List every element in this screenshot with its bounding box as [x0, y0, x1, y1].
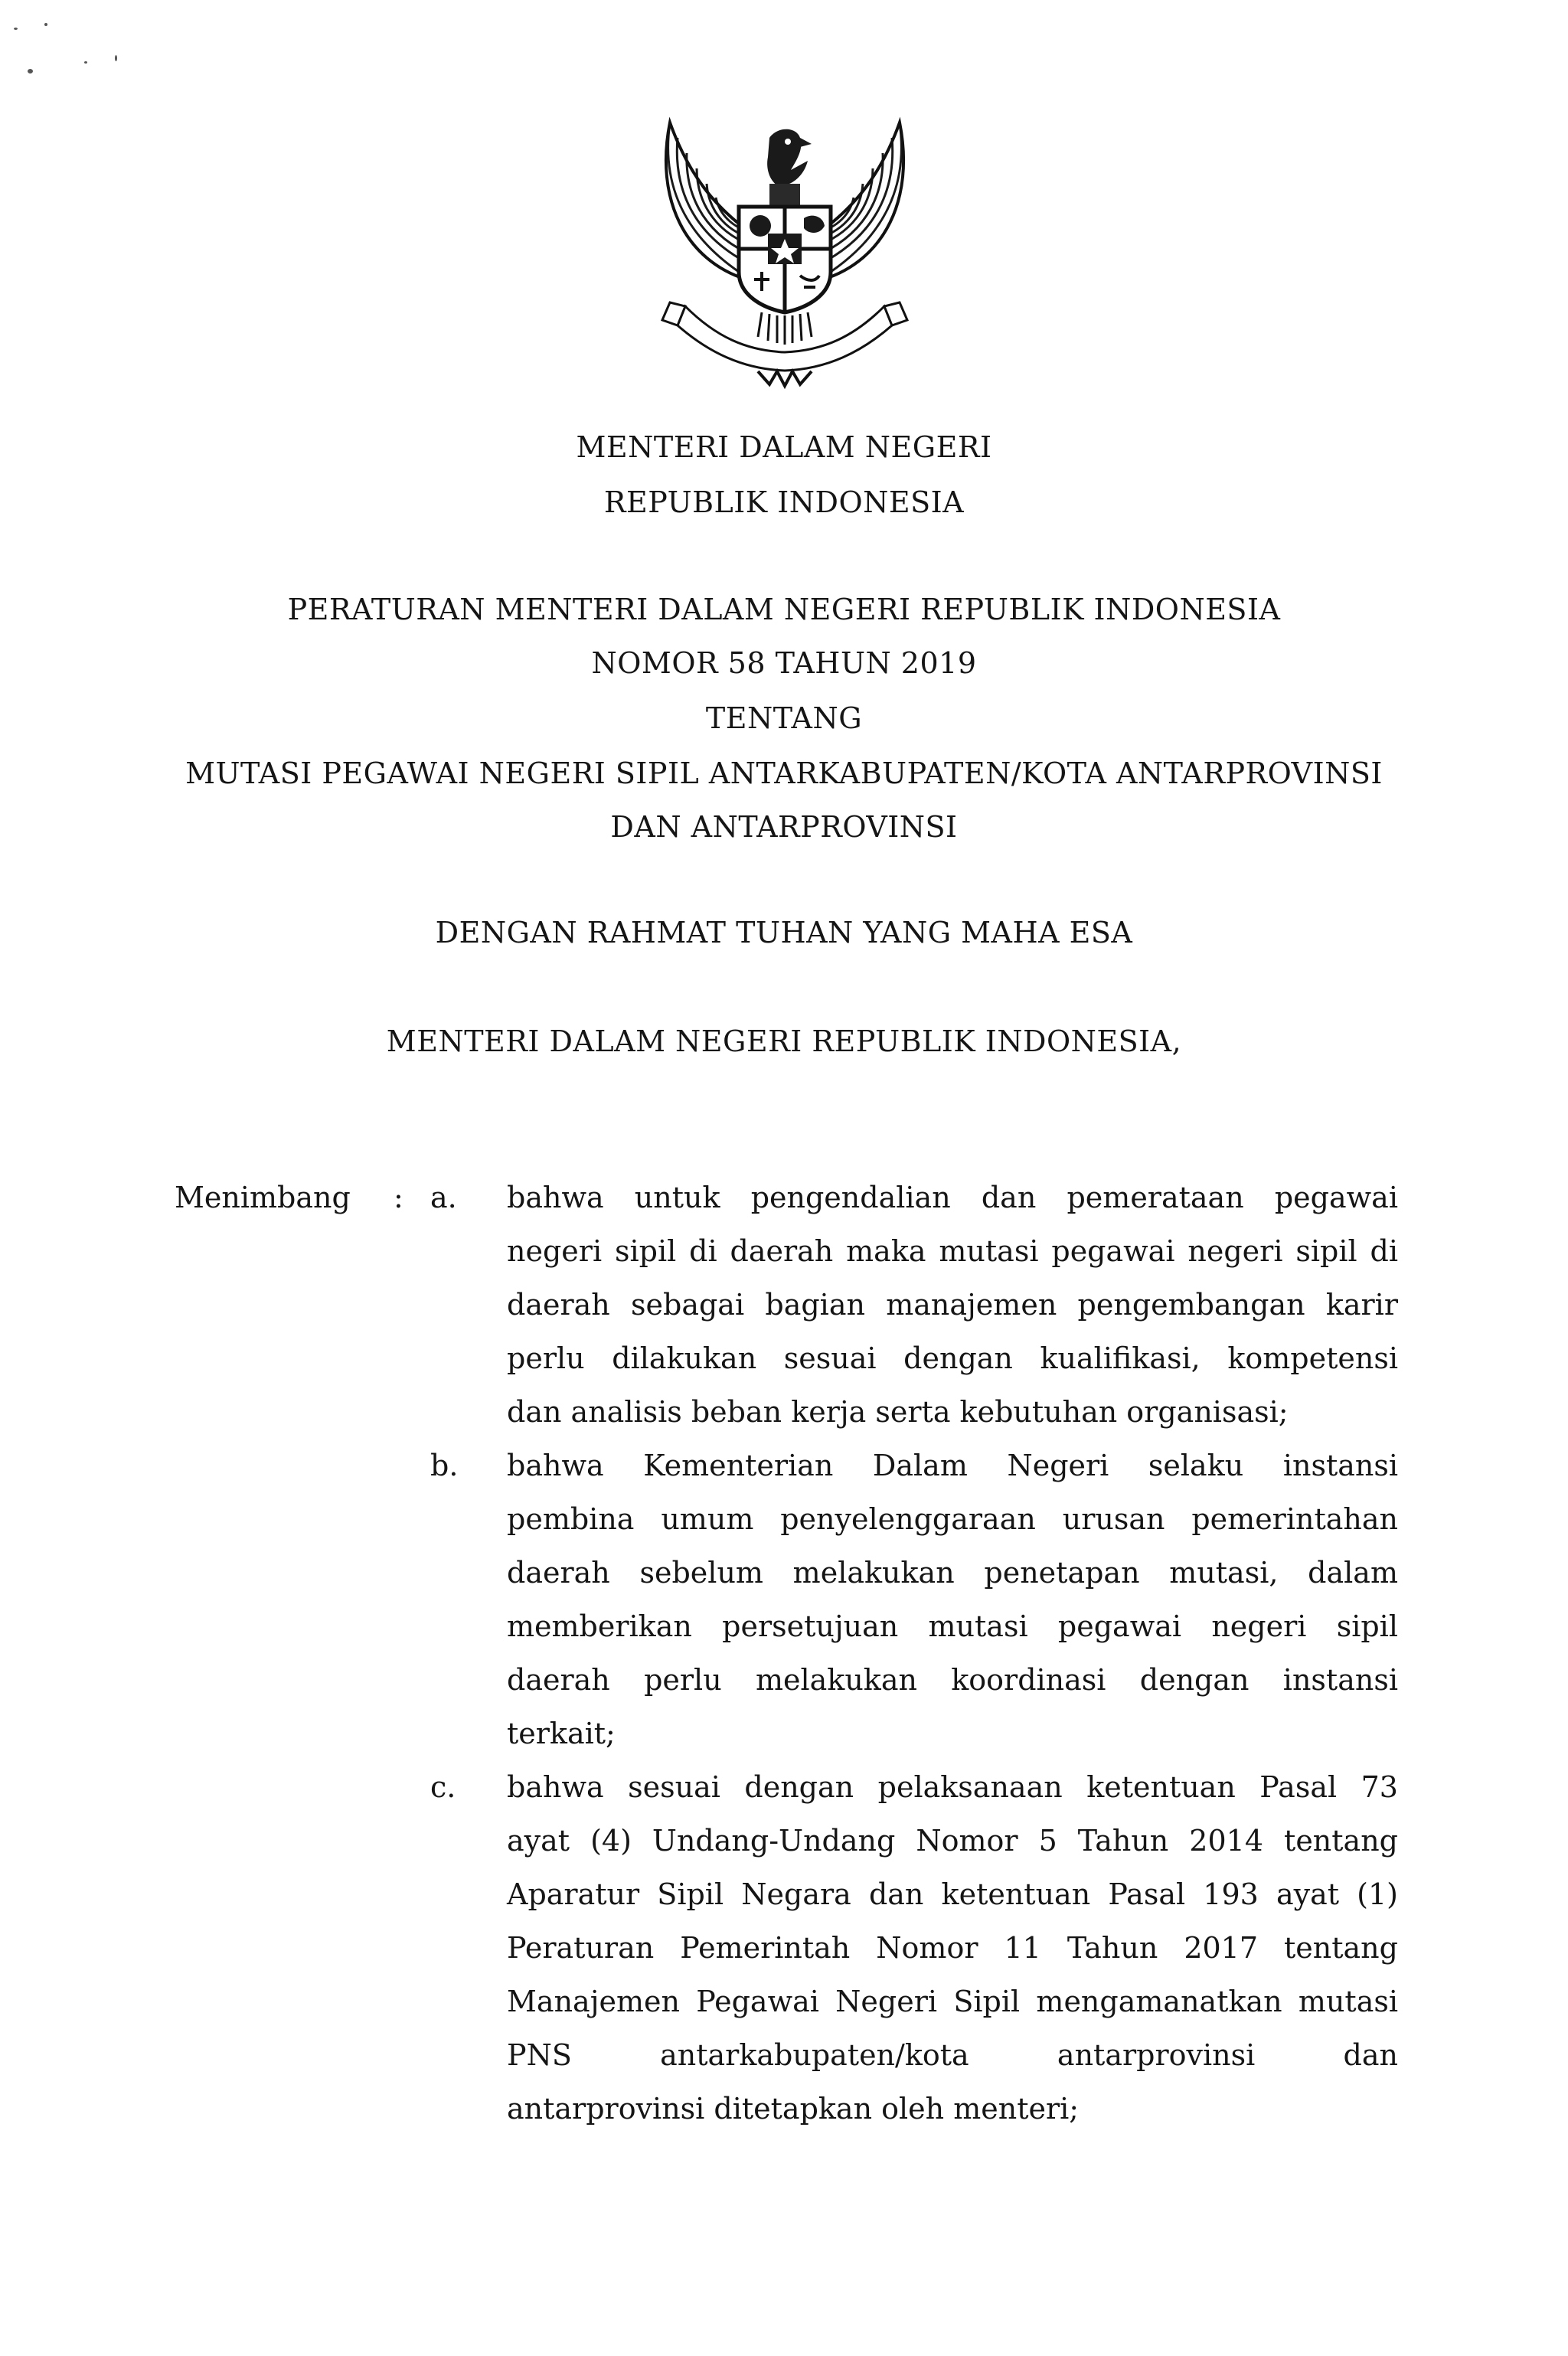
regulation-about: TENTANG — [705, 701, 863, 735]
item-c-line: antarprovinsi ditetapkan oleh menteri; — [507, 2092, 1080, 2126]
garuda-emblem-icon — [655, 107, 915, 390]
item-a-line: perlu dilakukan sesuai dengan kualifikasi, kompetensi — [507, 1341, 1398, 1375]
minister-title: MENTERI DALAM NEGERI — [576, 430, 992, 464]
item-b-line: bahwa Kementerian Dalam Negeri selaku instansi — [507, 1449, 1398, 1482]
item-c-line: Manajemen Pegawai Negeri Sipil mengamanatkan mutasi — [507, 1985, 1398, 2018]
regulation-number: NOMOR 58 TAHUN 2019 — [591, 646, 977, 680]
preamble-minister: MENTERI DALAM NEGERI REPUBLIK INDONESIA, — [386, 1024, 1182, 1058]
item-b-line: pembina umum penyelenggaraan urusan pemerintahan — [507, 1502, 1398, 1536]
item-b-line: memberikan persetujuan mutasi pegawai negeri sipil — [507, 1609, 1398, 1643]
considerations-label: Menimbang — [175, 1181, 351, 1214]
item-a-line: dan analisis beban kerja serta kebutuhan organisasi; — [507, 1395, 1289, 1429]
republic-title: REPUBLIK INDONESIA — [603, 485, 965, 519]
regulation-subject-line-2: DAN ANTARPROVINSI — [610, 810, 958, 844]
scan-speck — [115, 55, 117, 61]
regulation-subject-line-1: MUTASI PEGAWAI NEGERI SIPIL ANTARKABUPATEN/KOTA ANTARPROVINSI — [185, 756, 1383, 790]
scan-speck — [28, 69, 33, 74]
item-letter-c: c. — [430, 1770, 456, 1804]
item-a-line: daerah sebagai bagian manajemen pengembangan karir — [507, 1288, 1398, 1322]
scan-speck — [44, 23, 47, 26]
item-b-line: terkait; — [507, 1717, 616, 1750]
item-c-line: ayat (4) Undang-Undang Nomor 5 Tahun 2014 tentang — [507, 1824, 1398, 1858]
considerations-colon: : — [394, 1181, 403, 1214]
item-c-line: PNS antarkabupaten/kota antarprovinsi dan — [507, 2038, 1398, 2072]
item-letter-b: b. — [430, 1449, 459, 1482]
item-c-line: Aparatur Sipil Negara dan ketentuan Pasal 193 ayat (1) — [507, 1877, 1398, 1911]
scan-speck — [14, 28, 18, 30]
item-letter-a: a. — [430, 1181, 457, 1214]
preamble-invocation: DENGAN RAHMAT TUHAN YANG MAHA ESA — [435, 916, 1133, 949]
item-b-line: daerah perlu melakukan koordinasi dengan instansi — [507, 1663, 1398, 1697]
item-c-line: bahwa sesuai dengan pelaksanaan ketentuan Pasal 73 — [507, 1770, 1398, 1804]
regulation-title: PERATURAN MENTERI DALAM NEGERI REPUBLIK INDONESIA — [287, 593, 1281, 626]
scan-speck — [84, 61, 87, 64]
item-c-line: Peraturan Pemerintah Nomor 11 Tahun 2017 tentang — [507, 1931, 1398, 1965]
item-a-line: negeri sipil di daerah maka mutasi pegawai negeri sipil di — [507, 1234, 1398, 1268]
item-b-line: daerah sebelum melakukan penetapan mutasi, dalam — [507, 1556, 1398, 1590]
item-a-line: bahwa untuk pengendalian dan pemerataan pegawai — [507, 1181, 1398, 1214]
